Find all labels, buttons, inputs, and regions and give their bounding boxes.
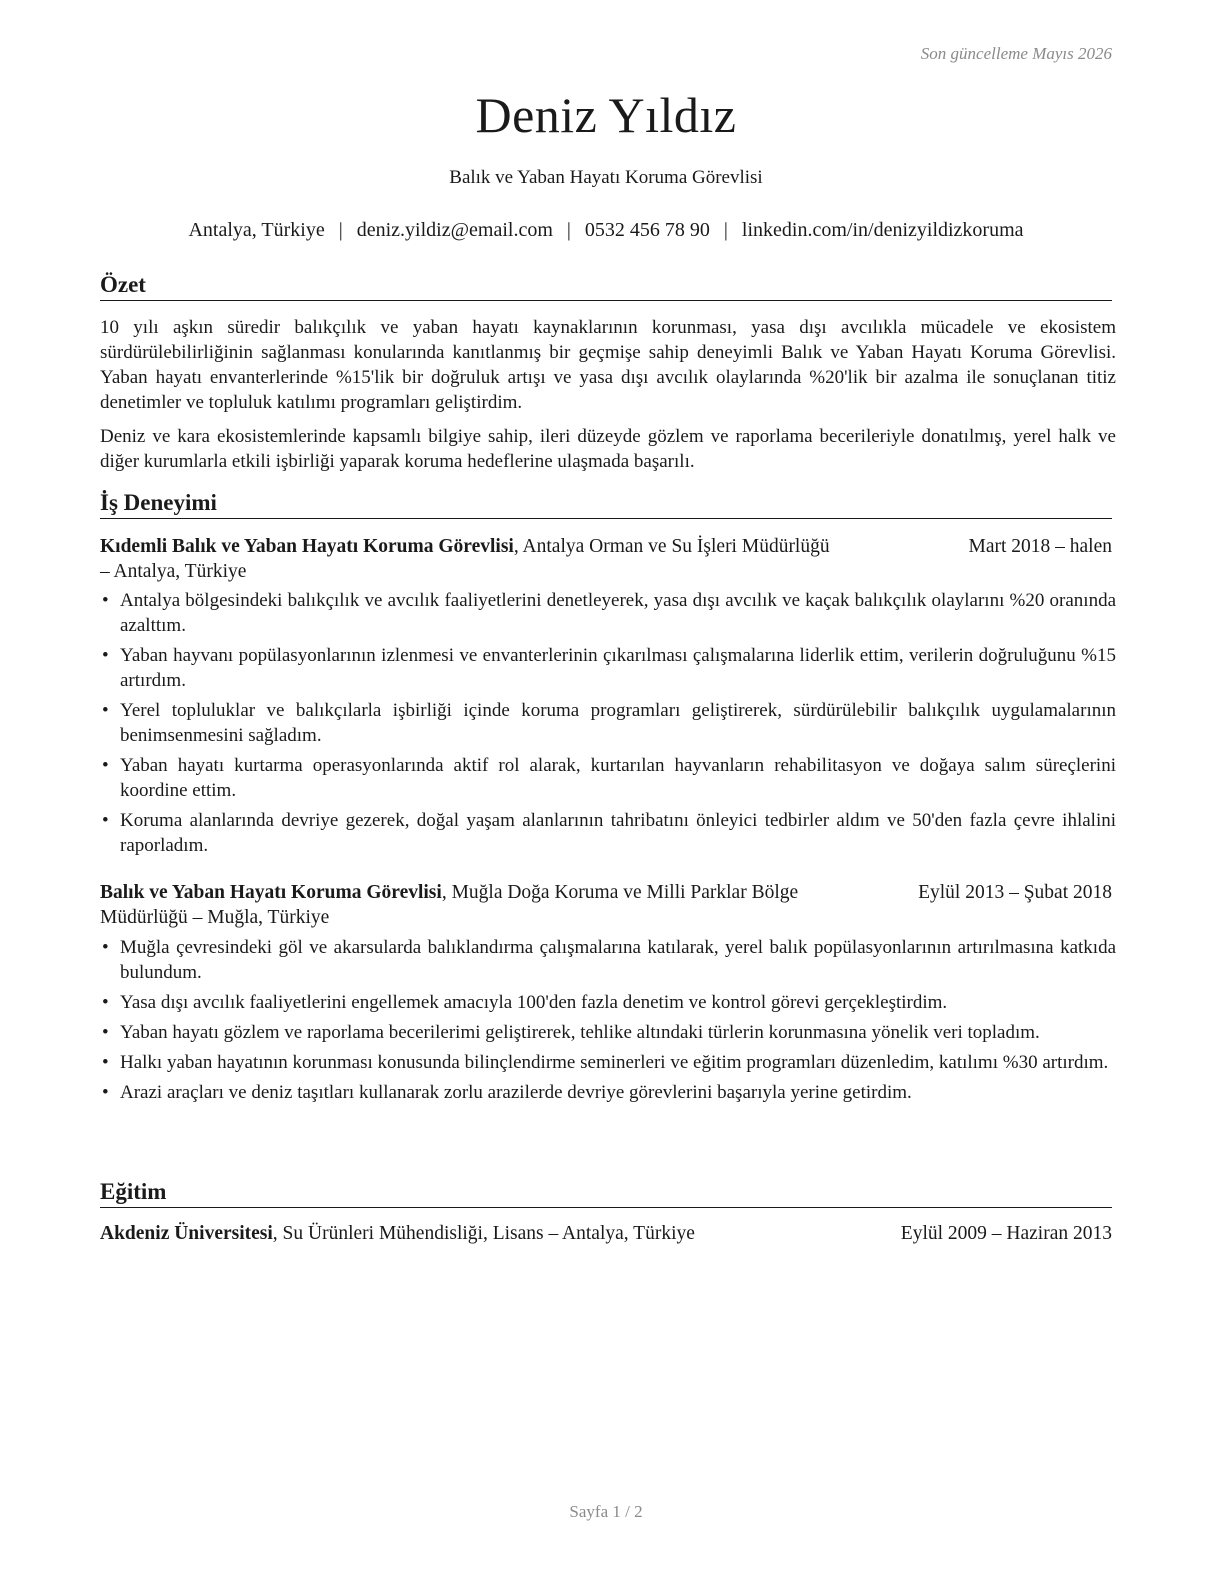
list-item: • Antalya bölgesindeki balıkçılık ve avcılık faaliyetlerini denetleyerek, yasa dışı avcılık ve kaçak balıkçılık olaylarını %20 oranında azalttım. bbox=[102, 590, 1116, 636]
contact-line bbox=[100, 219, 1112, 242]
candidate-title: Balık ve Yaban Hayatı Koruma Görevlisi bbox=[449, 167, 763, 188]
job-header bbox=[100, 880, 1112, 930]
last-updated: Son güncelleme Mayıs 2026 bbox=[920, 44, 1112, 63]
job-header bbox=[100, 534, 1112, 584]
education-heading: Eğitim bbox=[100, 1178, 1112, 1208]
job-location: – Antalya, Türkiye bbox=[100, 561, 247, 582]
education-school: Akdeniz Üniversitesi bbox=[100, 1223, 273, 1244]
list-item: • Halkı yaban hayatının korunması konusunda bilinçlendirme seminerleri ve eğitim programları düzenledim, katılımı %30 artırdım. bbox=[102, 1052, 1109, 1073]
job-bullets bbox=[100, 588, 1116, 858]
job-organization: , Muğla Doğa Koruma ve Milli Parklar Bölge bbox=[441, 882, 799, 903]
contact-separator: | bbox=[566, 219, 571, 241]
education-entry bbox=[100, 1221, 1112, 1246]
page-number: Sayfa 1 / 2 bbox=[569, 1502, 643, 1521]
list-item: • Yerel topluluklar ve balıkçılarla işbirliği içinde koruma programları geliştirerek, sürdürülebilir balıkçılık uygulamalarının benimsenmesini sağladım. bbox=[102, 700, 1116, 746]
resume-page bbox=[100, 0, 1116, 1584]
contact-linkedin[interactable]: linkedin.com/in/denizyildizkoruma bbox=[741, 219, 1024, 241]
job-title-line bbox=[100, 534, 830, 559]
contact-email[interactable]: deniz.yildiz@email.com bbox=[356, 219, 553, 241]
education-dates: Eylül 2009 – Haziran 2013 bbox=[900, 1223, 1112, 1244]
list-item: • Yaban hayatı kurtarma operasyonlarında aktif rol alarak, kurtarılan hayvanların rehabilitasyon ve doğaya salım süreçlerini koordine ettim. bbox=[102, 755, 1116, 801]
experience-heading: İş Deneyimi bbox=[100, 489, 1112, 519]
summary-heading: Özet bbox=[100, 271, 1112, 301]
candidate-name: Deniz Yıldız bbox=[475, 87, 737, 143]
contact-separator: | bbox=[723, 219, 728, 241]
contact-location: Antalya, Türkiye bbox=[188, 219, 325, 241]
contact-phone[interactable]: 0532 456 78 90 bbox=[584, 219, 710, 241]
list-item: • Muğla çevresindeki göl ve akarsularda balıklandırma çalışmalarına katılarak, yerel balık popülasyonlarının artırılmasına katkıda bulundum. bbox=[102, 937, 1116, 983]
summary-paragraph-2: Deniz ve kara ekosistemlerinde kapsamlı bilgiye sahip, ileri düzeyde gözlem ve raporlama becerileriyle donatılmış, yerel halk ve diğer kurumlarla etkili işbirliği yaparak koruma hedeflerine ulaşmada başarılı. bbox=[100, 426, 1116, 472]
job-organization: , Antalya Orman ve Su İşleri Müdürlüğü bbox=[513, 536, 830, 557]
education-details: , Su Ürünleri Mühendisliği, Lisans – Antalya, Türkiye bbox=[272, 1223, 695, 1244]
job-title-line bbox=[100, 880, 798, 905]
job-location: Müdürlüğü – Muğla, Türkiye bbox=[100, 907, 330, 928]
list-item: • Koruma alanlarında devriye gezerek, doğal yaşam alanlarının tahribatını önleyici tedbirler aldım ve 50'den fazla çevre ihlalini raporladım. bbox=[102, 810, 1116, 856]
list-item: • Yaban hayatı gözlem ve raporlama becerilerimi geliştirerek, tehlike altındaki türlerin korunmasına yönelik veri topladım. bbox=[102, 1022, 1040, 1043]
contact-separator: | bbox=[338, 219, 343, 241]
list-item: • Yaban hayvanı popülasyonlarının izlenmesi ve envanterlerinin çıkarılması çalışmalarına liderlik ettim, verilerin doğruluğunu %15 artırdım. bbox=[102, 645, 1116, 691]
job-dates: Mart 2018 – halen bbox=[968, 536, 1112, 557]
list-item: • Yasa dışı avcılık faaliyetlerini engellemek amacıyla 100'den fazla denetim ve kontrol görevi gerçekleştirdim. bbox=[102, 992, 948, 1013]
summary-paragraph-1: 10 yılı aşkın süredir balıkçılık ve yaban hayatı kaynaklarının korunması, yasa dışı avcılıkla mücadele ve ekosistem sürdürülebilirliğinin sağlanması konularında kanıtlanmış bir geçmişe sahip deneyimli Balık ve Yaban Hayatı Koruma Görevlisi. Yaban hayatı envanterlerinde %15'lik bir doğruluk artışı ve yasa dışı avcılık olaylarında %20'lik bir azalma ile sonuçlanan titiz denetimler ve topluluk katılımı programları geliştirdim. bbox=[100, 317, 1116, 413]
job-role: Kıdemli Balık ve Yaban Hayatı Koruma Görevlisi bbox=[100, 536, 514, 557]
job-bullets bbox=[100, 935, 1116, 1105]
list-item: • Arazi araçları ve deniz taşıtları kullanarak zorlu arazilerde devriye görevlerini başarıyla yerine getirdim. bbox=[102, 1082, 912, 1103]
job-dates: Eylül 2013 – Şubat 2018 bbox=[918, 882, 1112, 903]
job-role: Balık ve Yaban Hayatı Koruma Görevlisi bbox=[100, 882, 442, 903]
